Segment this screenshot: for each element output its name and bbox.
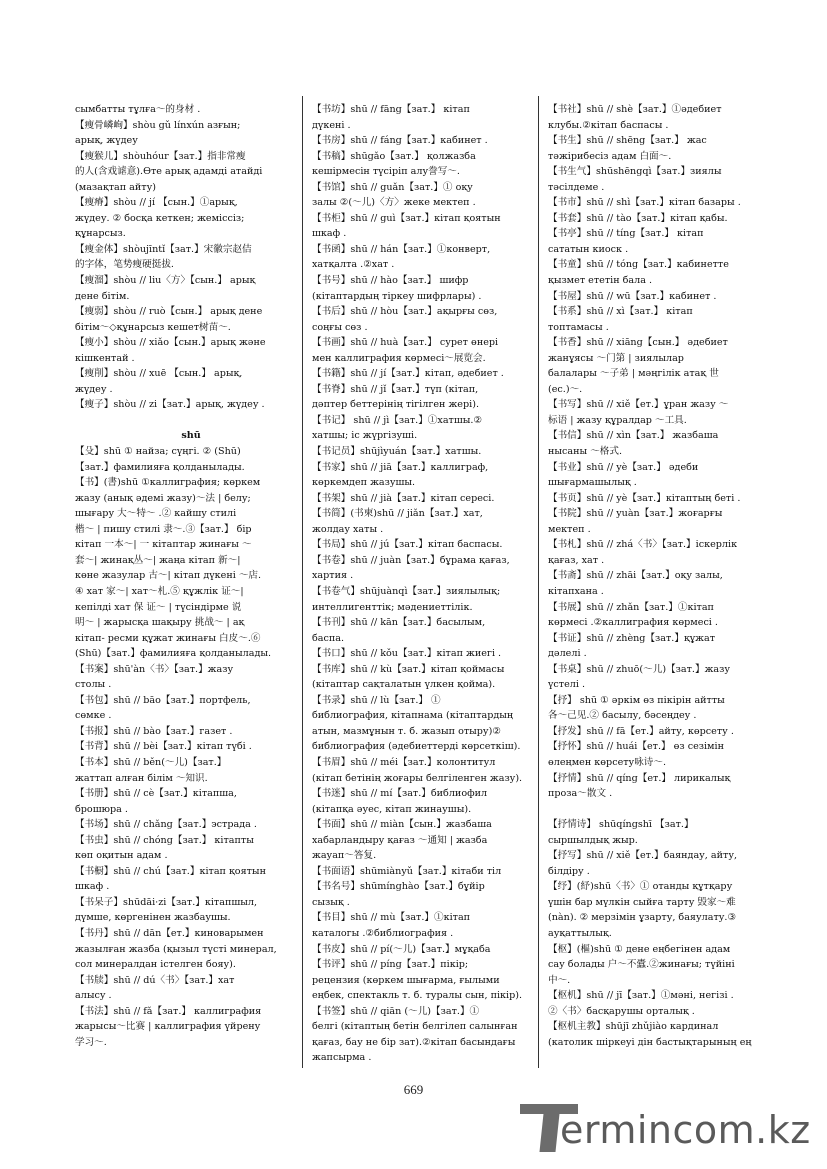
- text-line: клубы.②кітап баспасы .: [548, 119, 669, 131]
- text-line: тәжірибесіз адам 白面～.: [548, 150, 672, 162]
- text-line: 【书童】shū // tóng【зат.】кабинетте: [548, 259, 729, 271]
- text-line: қағаз, хат .: [548, 554, 605, 566]
- text-line: 【书后】shū // hòu【зат.】ақырғы сөз,: [312, 306, 498, 318]
- text-line: сол минералдан істелген бояу).: [75, 959, 236, 971]
- text-line: 楷～ | пишу стилі 隶～.③【зат.】 бір: [75, 523, 252, 535]
- text-line: 【书卷气】shūjuànqì【зат.】зиялылық;: [312, 585, 501, 597]
- text-line: библиография (әдебиеттерді көрсеткіш).: [312, 741, 521, 753]
- text-line: кітап- ресми құжат жинағы 白皮～.⑥: [75, 632, 261, 644]
- text-line: (кітаптардың тіркеу шифрлары) .: [312, 290, 482, 302]
- text-line: 【书场】shū // chǎng【зат.】эстрада .: [75, 819, 257, 831]
- text-line: 【书口】shū // kǒu【зат.】кітап жиегі .: [312, 648, 502, 660]
- text-line: 【书本】shū // běn(～儿)【зат.】: [75, 756, 227, 768]
- text-line: баспа.: [312, 632, 345, 644]
- text-line: өлеңмен көрсету咏诗～.: [548, 756, 667, 768]
- text-line: көне жазулар 古～| кітап дүкені ～店.: [75, 570, 262, 582]
- text-line: (кітапқа әуес, кітап жинаушы).: [312, 803, 472, 815]
- column-divider: [302, 96, 303, 1068]
- text-line: 各～己见.② басылу, бәсеңдеу .: [548, 710, 697, 722]
- text-line: 【书架】shū // jià【зат.】кітап сересі.: [312, 492, 495, 504]
- column-left: [75, 102, 307, 1050]
- text-line: 中～.: [548, 974, 571, 986]
- text-line: ауқаттылық.: [548, 927, 612, 939]
- text-line: 【书号】shū // hào【зат.】 шифр: [312, 275, 469, 287]
- text-line: 【书亭】shū // tíng【зат.】 кітап: [548, 228, 704, 240]
- text-line: 【瘦骨嶙峋】shòu gǔ línxún азғын;: [75, 119, 241, 131]
- text-line: 【瘦溜】shòu // liu〈方〉【сын.】 арық: [75, 275, 256, 287]
- text-line: 【抒情诗】 shūqíngshī 【зат.】: [548, 819, 694, 831]
- text-line: 【书虫】shū // chóng【зат.】 кітапты: [75, 834, 254, 846]
- text-line: 【书院】shū // yuàn【зат.】жоғарғы: [548, 508, 723, 520]
- text-line: 【书画】shū // huà【зат.】 сурет өнері: [312, 337, 499, 349]
- text-line: көрмесі .②каллиграфия көрмесі .: [548, 617, 718, 629]
- text-line: жауап～答复.: [312, 850, 377, 862]
- text-line: 【瘦小】shòu // xiǎo【сын.】арық және: [75, 337, 266, 349]
- text-line: 【书背】shū // bèi【зат.】кітап түбі .: [75, 741, 252, 753]
- text-line: 【抒写】shū // xiě【ет.】баяндау, айту,: [548, 850, 738, 862]
- text-line: балалары ～子弟 | мәңгілік атақ 世: [548, 368, 719, 380]
- text-line: дене бітім.: [75, 290, 130, 302]
- text-line: 【书页】shū // yè【зат.】кітаптың беті .: [548, 492, 741, 504]
- text-line: 【书系】shū // xì【зат.】 кітап: [548, 306, 693, 318]
- text-line: хатшы; іс жүргізуші.: [312, 430, 418, 442]
- text-line: сызық .: [312, 896, 350, 908]
- logo-wordmark: ermincom.kz: [560, 1108, 811, 1152]
- text-line: 【书评】shū // píng【зат.】пікір;: [312, 959, 469, 971]
- text-line: жапсырма .: [312, 1052, 372, 1064]
- text-line: 【殳】shū ① найза; сүңгі. ② (Shū): [75, 446, 241, 458]
- text-line: 【书市】shū // shì【зат.】кітап базары .: [548, 197, 741, 209]
- text-line: (католик шіркеуі дін бастықтарының ең: [548, 1036, 752, 1048]
- text-line: жүдеу. ② босқа кеткен; жемісcіз;: [75, 212, 245, 224]
- text-line: каталогы .②библиография .: [312, 927, 454, 939]
- column-divider: [538, 96, 539, 1068]
- text-line: 【书录】shū // lù【зат.】 ①: [312, 694, 441, 706]
- text-line: 标语 | жазу құралдар ～工具.: [548, 414, 687, 426]
- text-line: 【瘦子】shòu // zi【зат.】арық, жүдеу .: [75, 399, 265, 411]
- text-line: білдіру .: [548, 865, 590, 877]
- text-line: 【书展】shū // zhǎn【зат.】①кітап: [548, 601, 714, 613]
- text-line: дәлелі .: [548, 648, 587, 660]
- text-line: көп оқитын адам .: [75, 850, 168, 862]
- text-line: 【瘦金体】shòujīntǐ【зат.】宋徽宗赵佶: [75, 243, 252, 255]
- text-line: арық, жүдеу: [75, 135, 138, 147]
- text-line: сыршылдық жыр.: [548, 834, 638, 846]
- text-line: 【书名号】shūmínghào【зат.】бұйір: [312, 881, 485, 893]
- text-line: 【抒发】shū // fā【ет.】айту, көрсету .: [548, 725, 734, 737]
- text-line: 【瘦猴儿】shòuhóur【зат.】指非常瘦: [75, 150, 246, 162]
- text-line: 【书简】(书柬)shū // jiǎn【зат.】хат,: [312, 508, 483, 520]
- text-line: столы .: [75, 679, 112, 691]
- text-line: 【书记】 shū // jì【зат.】①хатшы.②: [312, 414, 483, 426]
- text-line: 【书籍】shū // jí【зат.】кітап, әдебиет .: [312, 368, 504, 380]
- text-line: 【зат.】фамилияға қолданылады.: [75, 461, 245, 473]
- text-line: сататын киоск .: [548, 243, 629, 255]
- text-line: тәсілдеме .: [548, 181, 605, 193]
- text-line: 学习～.: [75, 1036, 107, 1048]
- text-line: 【书面语】shūmiànyǔ【зат.】кітаби тіл: [312, 865, 502, 877]
- text-line: проза～散文 .: [548, 788, 613, 800]
- text-line: 【书法】shū // fǎ【зат.】 каллиграфия: [75, 1005, 262, 1017]
- text-line: 【书生气】shūshēngqì【зат.】зиялы: [548, 166, 722, 178]
- text-line: 【书面】shū // miàn【сын.】жазбаша: [312, 819, 492, 831]
- text-line: 【书桌】shū // zhuō(～儿)【зат.】жазу: [548, 663, 730, 675]
- text-line: 【瘦削】shòu // xuē 【сын.】 арық,: [75, 368, 243, 380]
- text-line: топтамасы .: [548, 321, 609, 333]
- text-line: 【瘦瘠】shòu // jí 【сын.】①арық,: [75, 197, 238, 209]
- text-line: 【书柜】shū // guì【зат.】кітап қоятын: [312, 212, 501, 224]
- text-line: 【书呆子】shūdāi·zi【зат.】кітапшыл,: [75, 896, 258, 908]
- text-line: кішкентай .: [75, 352, 135, 364]
- text-line: 【书签】shū // qiān (～儿)【зат.】①: [312, 1005, 480, 1017]
- text-line: 【书报】shū // bào【зат.】газет .: [75, 725, 233, 737]
- termincom-logo: [520, 1096, 820, 1158]
- text-line: үстелі .: [548, 679, 586, 691]
- text-line: 的字体，笔势瘦硬挺拔.: [75, 259, 174, 271]
- text-line: 【书套】shū // tào【зат.】кітап қабы.: [548, 212, 728, 224]
- text-line: (nàn). ② мерзімін ұзарту, баяулату.③: [548, 912, 737, 924]
- text-line: мен каллиграфия көрмесі～展览会.: [312, 352, 486, 364]
- text-line: 【书牍】shū // dú〈书〉【зат.】хат: [75, 974, 235, 986]
- text-line: 【瘦弱】shòu // ruò【сын.】 арық дене: [75, 306, 263, 318]
- text-line: 【书写】shū // xiě【ет.】ұран жазу ～: [548, 399, 729, 411]
- text-line: хабарландыру қағаз ～通知 | жазба: [312, 834, 488, 846]
- text-line: 【书业】shū // yè【зат.】 әдеби: [548, 461, 699, 473]
- text-line: нысаны ～格式.: [548, 446, 623, 458]
- text-line: 【书札】shū // zhá〈书〉【зат.】іскерлік: [548, 539, 738, 551]
- text-line: шкаф .: [75, 881, 110, 893]
- text-line: шығармашылық .: [548, 477, 637, 489]
- text-line: 【书橱】shū // chú【зат.】кітап қоятын: [75, 865, 266, 877]
- text-line: қағаз, бау не бір зат).②кітап басындағы: [312, 1036, 516, 1048]
- text-line: шығару 大～特～ .② кайшу стилі: [75, 508, 237, 520]
- text-line: 【书目】shū // mù【зат.】①кітап: [312, 912, 471, 924]
- text-line: 【书库】shū // kù【зат.】кітап қоймасы: [312, 663, 505, 675]
- text-line: шкаф .: [312, 228, 347, 240]
- text-line: жанұясы ～门第 | зиялылар: [548, 352, 684, 364]
- text-line: 【书家】shū // jiā【зат.】каллиграф,: [312, 461, 489, 473]
- text-line: shū: [181, 430, 201, 442]
- text-line: 【书脊】shū // jǐ【зат.】түп (кітап,: [312, 383, 479, 395]
- text-line: белгі (кітаптың бетін белгілеп салынған: [312, 1021, 518, 1033]
- column-middle: [312, 102, 544, 1066]
- text-line: атын, мазмұнын т. б. жазып отыру)②: [312, 725, 501, 737]
- text-line: алысу .: [75, 990, 112, 1002]
- text-line: 【书案】shū'àn〈书〉【зат.】жазу: [75, 663, 234, 675]
- text-line: еңбек, спектакль т. б. туралы сын, пікір).: [312, 990, 523, 1002]
- text-line: 【书刊】shū // kān【зат.】басылым,: [312, 617, 486, 629]
- text-line: 【书屋】shū // wū【зат.】кабинет .: [548, 290, 717, 302]
- text-line: 套～| жинақ丛～| жаңа кітап 新～|: [75, 554, 241, 566]
- text-line: 【书局】shū // jú【зат.】кітап баспасы.: [312, 539, 503, 551]
- text-line: (Shū)【зат.】фамилияға қолданылады.: [75, 648, 272, 660]
- text-line: көркемдеп жазушы.: [312, 477, 416, 489]
- text-line: мектеп .: [548, 523, 591, 535]
- text-line: 【书迷】shū // mí【зат.】библиофил: [312, 788, 488, 800]
- page-number: 669: [403, 1082, 424, 1097]
- text-line: жүдеу .: [75, 383, 113, 395]
- text-line: 【书馆】shū // guǎn【зат.】① оқу: [312, 181, 473, 193]
- text-line: 【书稿】shūgǎo【зат.】 қолжазба: [312, 150, 476, 162]
- text-line: кепілді хат 保 证～ | түсіндірме 说: [75, 601, 242, 613]
- text-line: [75, 413, 307, 429]
- text-line: кітап 一本～| 一 кітаптар жинағы ～: [75, 539, 252, 551]
- text-line: үшін бар мүлкін сыйға тарту 毁家～难: [548, 896, 736, 908]
- text-line: 【抒怀】shū // huái【ет.】 өз сезімін: [548, 741, 724, 753]
- text-line: жаттап алған білім ～知识.: [75, 772, 208, 784]
- text-line: 【书包】shū // bāo【зат.】портфель,: [75, 694, 251, 706]
- text-line: ②〈书〉басқарушы орталық .: [548, 1005, 695, 1017]
- text-line: 【书生】shū // shēng【зат.】 жас: [548, 135, 707, 147]
- text-line: хартия .: [312, 570, 354, 582]
- text-line: 【书斋】shū // zhāi【зат.】оқу залы,: [548, 570, 723, 582]
- text-line: 【书证】shū // zhèng【зат.】құжат: [548, 632, 716, 644]
- text-line: (кітап бетінің жоғары белгіленген жазу).: [312, 772, 523, 784]
- text-line: құнарсыз.: [75, 228, 126, 240]
- text-line: жарысы～比赛 | каллиграфия үйрену: [75, 1021, 261, 1033]
- text-line: кітапхана .: [548, 585, 604, 597]
- text-line: жолдау хаты .: [312, 523, 384, 535]
- text-line: сымбатты тұлға～的身材 .: [75, 104, 201, 115]
- text-line: соңғы сөз .: [312, 321, 368, 333]
- text-line: 【枢】(樞)shū ① дене еңбегінен адам: [548, 943, 731, 955]
- text-line: ④ хат 家～| хат～札.⑤ құжлік 证～|: [75, 585, 244, 597]
- column-right: [548, 102, 780, 1050]
- text-line: 【书坊】shū // fāng【зат.】 кітап: [312, 104, 470, 115]
- text-line: сау болады 户～不蠹.②жинағы; түйіні: [548, 959, 735, 971]
- text-line: 【抒】 shū ① әркім өз пікірін айтты: [548, 694, 725, 706]
- text-line: 【书香】shū // xiāng【сын.】 әдебиет: [548, 337, 728, 349]
- text-line: хатқалта .②хат .: [312, 259, 395, 271]
- text-line: 【书眉】shū // méi【зат.】колонтитул: [312, 756, 496, 768]
- text-line: 【书记员】shūjìyuán【зат.】хатшы.: [312, 446, 482, 458]
- text-line: 【纾】(紓)shū〈书〉① отанды құтқару: [548, 881, 733, 893]
- text-line: 【书皮】shū // pí(～儿)【зат.】мұқаба: [312, 943, 491, 955]
- text-line: 【书函】shū // hán【зат.】①конверт,: [312, 243, 491, 255]
- text-line: 【书信】shū // xìn【зат.】 жазбаша: [548, 430, 719, 442]
- text-line: кешірмесін түсіріп алу誊写～.: [312, 166, 460, 178]
- text-line: (кітаптар сақталатын үлкен қойма).: [312, 679, 496, 691]
- text-line: 【书】(書)shū ①каллиграфия; көркем: [75, 477, 261, 489]
- text-line: дәптер беттерінің тігілген жері).: [312, 399, 479, 411]
- text-line: жазу (анық әдемі жазу)～法 | белу;: [75, 492, 251, 504]
- text-line: (ес.)～.: [548, 383, 583, 395]
- text-line: библиография, кітапнама (кітаптардың: [312, 710, 514, 722]
- text-line: бітім～◇құнарсыз кешет树苗～.: [75, 321, 231, 333]
- text-line: 【书房】shū // fáng【зат.】кабинет .: [312, 135, 488, 147]
- text-line: (мазақтап айту): [75, 181, 156, 193]
- text-line: қызмет ететін бала .: [548, 275, 653, 287]
- text-line: интеллигенттік; мәдениеттілік.: [312, 601, 473, 613]
- text-line: 【书社】shū // shè【зат.】①әдебиет: [548, 104, 722, 115]
- text-line: 【枢机】shū // jī【зат.】①мәні, негізі .: [548, 990, 734, 1002]
- text-line: залы ②(～儿)〈方〉жеке мектеп .: [312, 197, 476, 209]
- text-line: [548, 802, 780, 818]
- text-line: 【书册】shū // cè【зат.】кітапша,: [75, 788, 237, 800]
- text-line: 【枢机主教】shūjī zhǔjiào кардинал: [548, 1021, 719, 1033]
- text-line: 【抒情】shū // qíng【ет.】 лирикалық: [548, 772, 731, 784]
- text-line: сөмке .: [75, 710, 112, 722]
- text-line: 明～ | жарысқа шақыру 挑战～ | ақ: [75, 617, 245, 629]
- text-line: дүмше, көргенінен жазбаушы.: [75, 912, 231, 924]
- text-line: 【书丹】shū // dān【ет.】киноварымен: [75, 927, 264, 939]
- text-line: 的人(含戏谑意).Өте арық адамді атайді: [75, 166, 263, 178]
- text-line: брошюра .: [75, 803, 128, 815]
- text-line: 【书卷】shū // juàn【зат.】бұрама қағаз,: [312, 554, 510, 566]
- text-line: дүкені .: [312, 119, 351, 131]
- text-line: рецензия (көркем шығарма, ғылыми: [312, 974, 500, 986]
- text-line: жазылған жазба (қызыл түсті минерал,: [75, 943, 277, 955]
